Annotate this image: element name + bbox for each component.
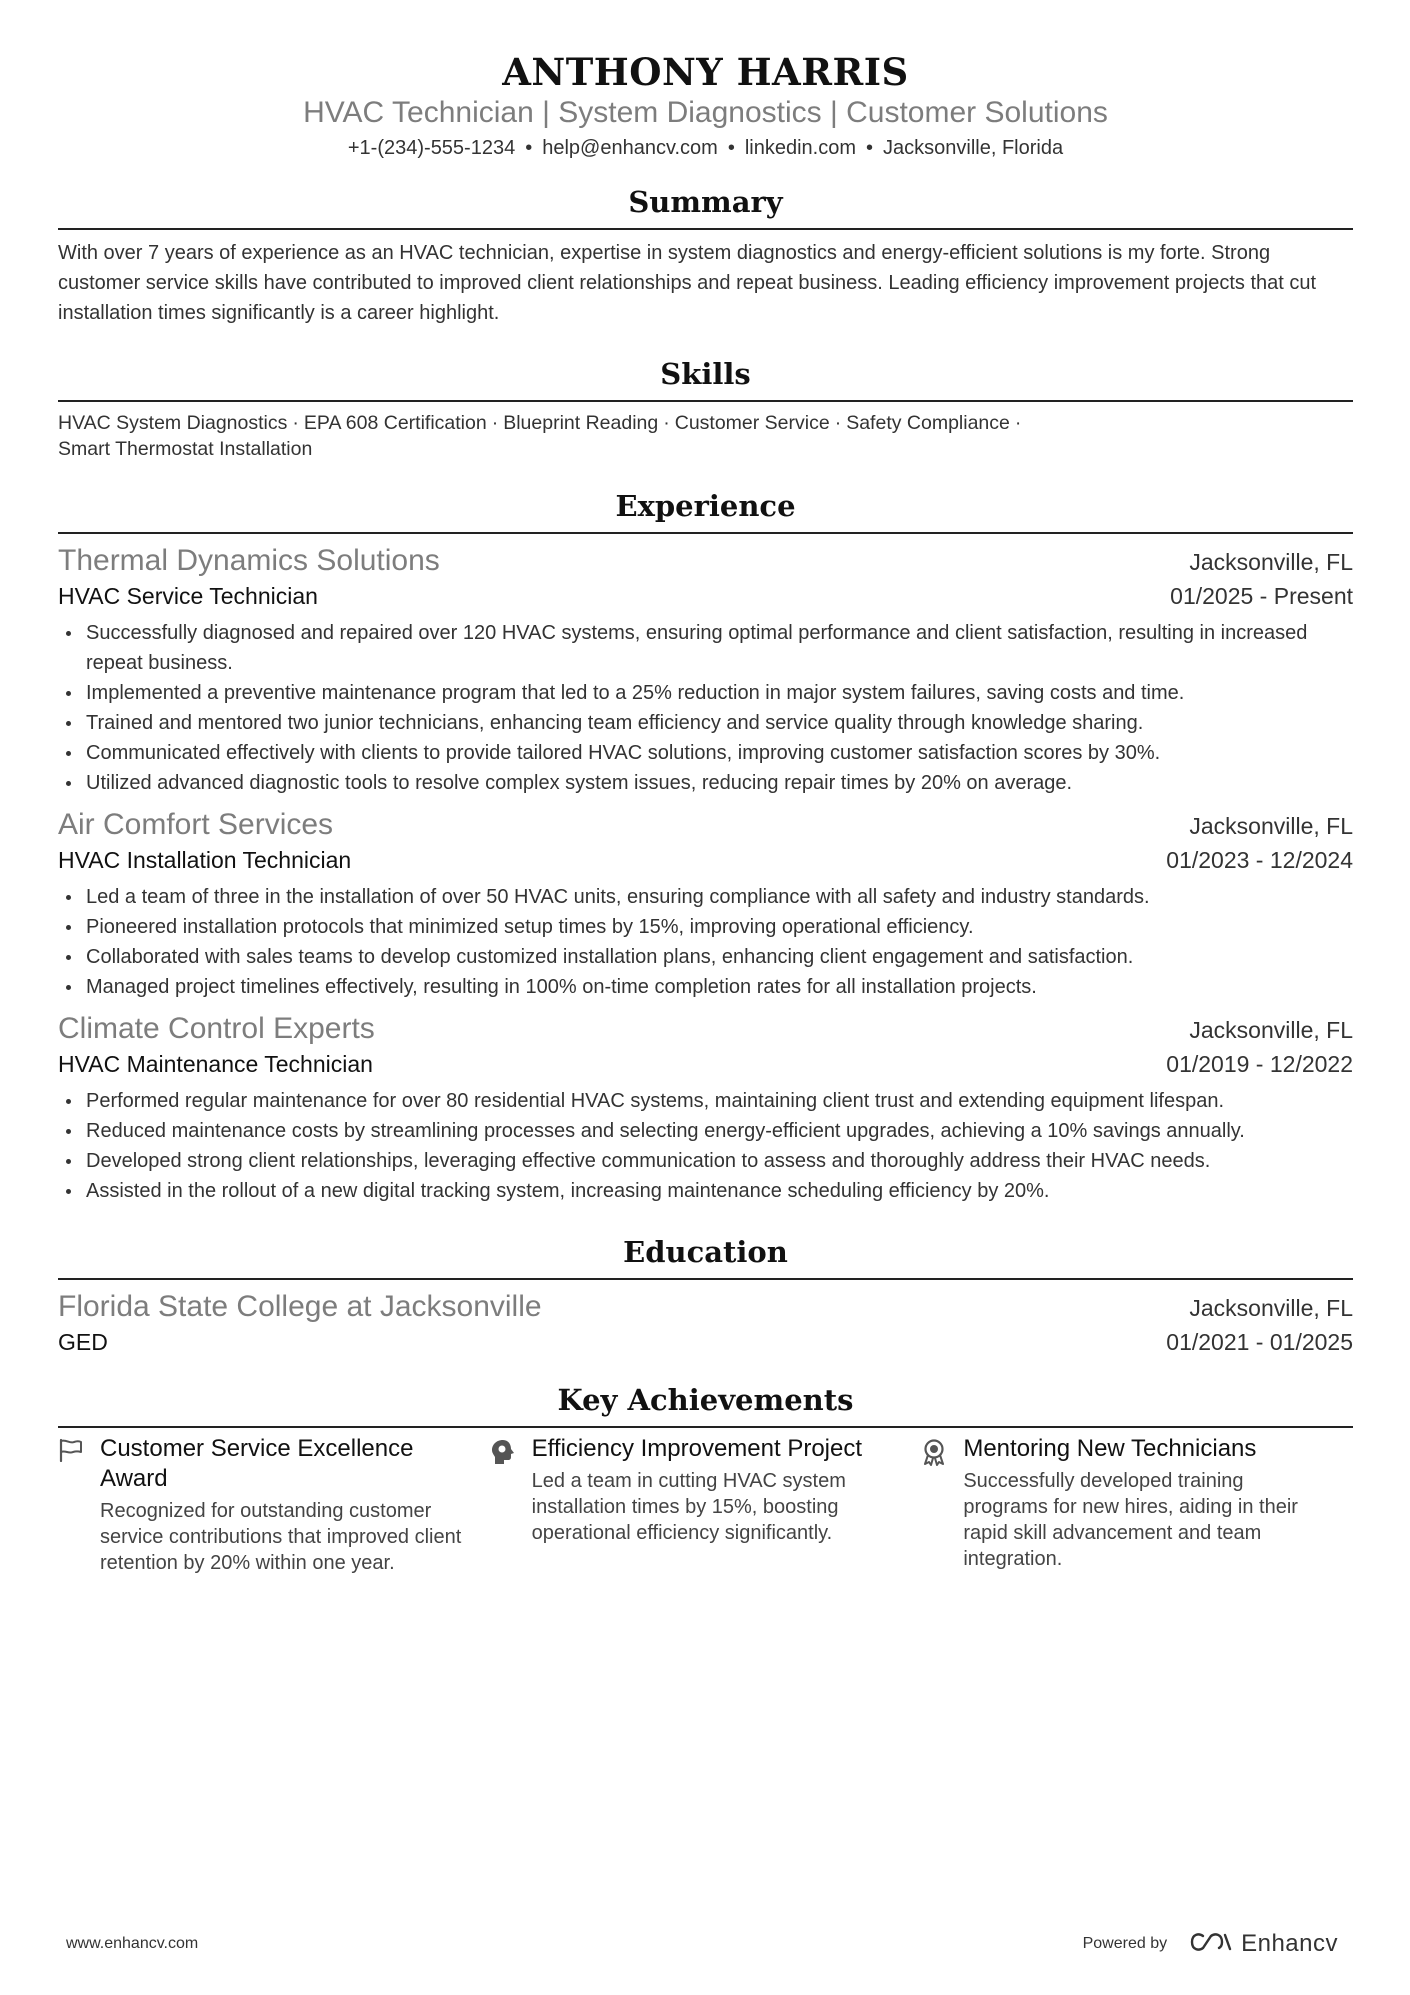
job-entry: [58, 806, 1353, 1002]
headline: HVAC Technician | System Diagnostics | Customer Solutions: [303, 96, 1108, 129]
job-entry: [58, 1010, 1353, 1206]
section-title-education: Education: [58, 1232, 1353, 1280]
achievement-title: Efficiency Improvement Project: [531, 1435, 863, 1462]
phone: +1-(234)-555-1234: [347, 137, 516, 159]
achievement-title: Mentoring New Technicians: [963, 1435, 1257, 1462]
job-dates: 01/2023 - 12/2024: [1166, 847, 1353, 873]
bullet-item: Assisted in the rollout of a new digital tracking system, increasing maintenance scheduling efficiency by 20%.: [58, 1176, 1353, 1206]
summary-section: [58, 182, 1353, 328]
job-bullets: [58, 882, 1353, 1002]
job-location: Jacksonville, FL: [1189, 549, 1353, 575]
bullet-item: Developed strong client relationships, leveraging effective communication to assess and thoroughly address their HVAC needs.: [58, 1146, 1353, 1176]
achievement-desc: Successfully developed training programs for new hires, aiding in their rapid skill advancement and team integration.: [963, 1470, 1298, 1570]
school-location: Jacksonville, FL: [1189, 1295, 1353, 1321]
achievements-section: [58, 1380, 1353, 1576]
skill-item: Blueprint Reading: [503, 412, 659, 434]
bullet-item: Managed project timelines effectively, resulting in 100% on-time completion rates for all installation projects.: [58, 972, 1353, 1002]
bullet-item: Implemented a preventive maintenance program that led to a 25% reduction in major system failures, saving costs and time.: [58, 678, 1353, 708]
summary-text: With over 7 years of experience as an HVAC technician, expertise in system diagnostics and energy-efficient solutions is my forte. Strong customer service skills have contributed to improved client relationships and repeat business. Leading efficiency improvement projects that cut installation times significantly is a career highlight.: [58, 242, 1317, 324]
section-title-summary: Summary: [58, 182, 1353, 230]
achievement-title: Customer Service Excellence Award: [100, 1435, 414, 1492]
job-dates: 01/2025 - Present: [1170, 583, 1353, 609]
flag-icon: [58, 1434, 100, 1576]
footer-branding: [1083, 1930, 1338, 1958]
footer-website-link[interactable]: www.enhancv.com: [66, 1935, 199, 1952]
bullet-item: Pioneered installation protocols that minimized setup times by 15%, improving operational efficiency.: [58, 912, 1353, 942]
skill-item: Customer Service: [674, 412, 830, 434]
education-dates: 01/2021 - 01/2025: [1166, 1329, 1353, 1355]
brand-name: Enhancv: [1241, 1930, 1338, 1957]
job-entry: [58, 542, 1353, 798]
bullet-item: Successfully diagnosed and repaired over 120 HVAC systems, ensuring optimal performance and client satisfaction, resulting in increased repeat business.: [58, 618, 1353, 678]
location: Jacksonville, Florida: [883, 137, 1064, 159]
job-bullets: [58, 618, 1353, 798]
achievement-desc: Led a team in cutting HVAC system installation times by 15%, boosting operational efficiency significantly.: [531, 1470, 846, 1544]
bullet-item: Collaborated with sales teams to develop customized installation plans, enhancing client engagement and satisfaction.: [58, 942, 1353, 972]
achievement-item: [921, 1434, 1353, 1576]
job-role: HVAC Installation Technician: [58, 847, 352, 873]
head-idea-icon: [490, 1434, 532, 1576]
bullet-item: Led a team of three in the installation of over 50 HVAC units, ensuring compliance with all safety and industry standards.: [58, 882, 1353, 912]
skill-item: Smart Thermostat Installation: [58, 438, 313, 460]
bullet-item: Performed regular maintenance for over 80 residential HVAC systems, maintaining client trust and extending equipment lifespan.: [58, 1086, 1353, 1116]
achievement-item: [490, 1434, 922, 1576]
page-footer: [66, 1930, 1338, 1958]
email-link[interactable]: help@enhancv.com: [542, 137, 718, 159]
resume-page: [58, 0, 1353, 1576]
bullet-item: Communicated effectively with clients to provide tailored HVAC solutions, improving customer satisfaction scores by 30%.: [58, 738, 1353, 768]
skill-item: EPA 608 Certification: [303, 412, 487, 434]
education-section: [58, 1232, 1353, 1358]
company-name: Climate Control Experts: [58, 1012, 375, 1045]
experience-section: [58, 486, 1353, 1206]
skill-item: Safety Compliance: [846, 412, 1010, 434]
company-name: Air Comfort Services: [58, 808, 334, 841]
skills-section: [58, 354, 1353, 462]
section-title-skills: Skills: [58, 354, 1353, 402]
section-title-achievements: Key Achievements: [58, 1380, 1353, 1428]
bullet-item: Utilized advanced diagnostic tools to resolve complex system issues, reducing repair times by 20% on average.: [58, 768, 1353, 798]
job-location: Jacksonville, FL: [1189, 1017, 1353, 1043]
separator-dot: •: [525, 137, 533, 159]
powered-by-label: Powered by: [1082, 1935, 1168, 1952]
medal-icon: [921, 1434, 963, 1576]
section-title-experience: Experience: [58, 486, 1353, 534]
separator-dot: •: [866, 137, 874, 159]
skill-item: HVAC System Diagnostics: [58, 412, 288, 434]
resume-header: [58, 0, 1353, 162]
linkedin-link[interactable]: linkedin.com: [744, 137, 857, 159]
bullet-item: Reduced maintenance costs by streamlining processes and selecting energy-efficient upgrades, achieving a 10% savings annually.: [58, 1116, 1353, 1146]
degree: GED: [58, 1329, 108, 1355]
enhancv-logo-icon: [1189, 1931, 1233, 1958]
job-role: HVAC Maintenance Technician: [58, 1051, 373, 1077]
job-dates: 01/2019 - 12/2022: [1166, 1051, 1353, 1077]
bullet-item: Trained and mentored two junior technicians, enhancing team efficiency and service quality through knowledge sharing.: [58, 708, 1353, 738]
separator-dot: •: [727, 137, 735, 159]
job-bullets: [58, 1086, 1353, 1206]
company-name: Thermal Dynamics Solutions: [58, 544, 440, 577]
achievement-item: [58, 1434, 490, 1576]
achievements-grid: [58, 1434, 1353, 1576]
skills-list: HVAC System Diagnostics · EPA 608 Certification · Blueprint Reading · Customer Service · Safety Compliance · Smart Thermostat Installation: [58, 412, 1022, 460]
contact-line: [58, 134, 1353, 162]
job-role: HVAC Service Technician: [58, 583, 318, 609]
job-location: Jacksonville, FL: [1189, 813, 1353, 839]
candidate-name: ANTHONY HARRIS: [502, 50, 909, 94]
school-name: Florida State College at Jacksonville: [58, 1290, 542, 1323]
education-entry: [58, 1288, 1353, 1358]
achievement-desc: Recognized for outstanding customer service contributions that improved client retention by 20% within one year.: [100, 1500, 462, 1574]
